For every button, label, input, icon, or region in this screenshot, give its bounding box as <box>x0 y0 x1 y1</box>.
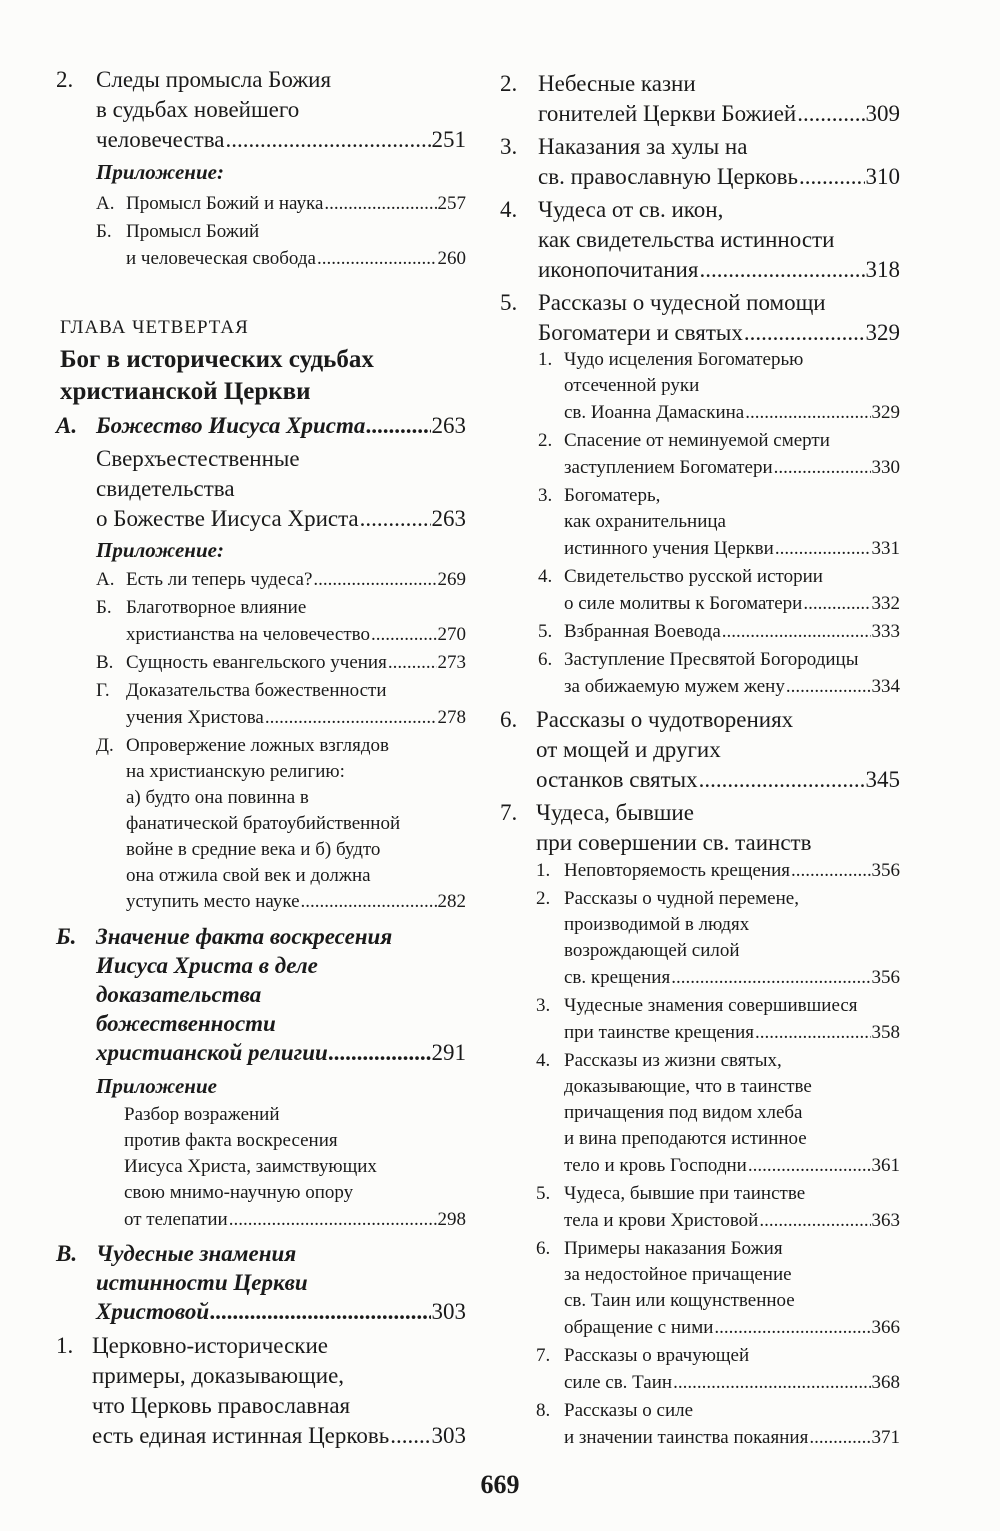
entry-title: есть единая истинная Церковь <box>92 1423 390 1448</box>
entry-number: Д. <box>96 735 114 756</box>
entry-page: 298 <box>437 1209 466 1230</box>
toc-line <box>564 566 823 588</box>
entry-number: 6. <box>536 1238 551 1259</box>
entry-title: причащения под видом хлеба <box>564 1102 803 1123</box>
toc-entry <box>126 707 466 729</box>
entry-number: Г. <box>96 680 110 701</box>
entry-title: Церковно-исторические <box>92 1333 328 1358</box>
dot-leader <box>786 676 871 698</box>
entry-page: 263 <box>431 506 466 531</box>
entry-page: 363 <box>871 1210 900 1231</box>
entry-number: 4. <box>500 197 518 222</box>
entry-title: Иисуса Христа в деле <box>96 953 318 978</box>
entry-title: как свидетельства истинности <box>538 227 835 252</box>
entry-title: производимой в людях <box>564 914 750 935</box>
toc-entry <box>564 402 900 424</box>
toc-line <box>96 160 224 185</box>
toc-line <box>126 865 371 887</box>
toc-entry <box>564 860 900 882</box>
entry-number: А. <box>96 193 115 214</box>
toc-entry <box>564 1372 900 1394</box>
dot-leader <box>390 1423 430 1449</box>
entry-number: 2. <box>500 71 518 96</box>
dot-leader <box>371 624 437 646</box>
entry-number: Б. <box>96 597 112 618</box>
toc-line <box>564 1345 749 1367</box>
entry-title: при совершении св. таинств <box>536 830 812 855</box>
entry-title: Заступление Пресвятой Богородицы <box>564 649 859 670</box>
entry-page: 309 <box>865 101 900 126</box>
entry-number: 3. <box>536 995 551 1016</box>
entry-title: войне в средние века и б) будто <box>126 839 381 860</box>
toc-line <box>564 1076 812 1098</box>
entry-title: иконопочитания <box>538 257 699 282</box>
entry-title: учения Христова <box>126 707 264 728</box>
entry-title: фанатической братоубийственной <box>126 813 401 834</box>
entry-page: 356 <box>871 967 900 988</box>
entry-title: обращение с ними <box>564 1317 714 1338</box>
toc-line <box>564 485 660 507</box>
entry-title: от мощей и других <box>536 737 721 762</box>
toc-line <box>536 800 694 826</box>
entry-title: Разбор возражений <box>124 1104 280 1125</box>
toc-line <box>126 680 387 702</box>
dot-leader <box>775 538 871 560</box>
entry-title: Чудо исцеления Богоматерью <box>564 349 804 370</box>
entry-title: она отжила свой век и должна <box>126 865 371 886</box>
entry-page: 334 <box>871 676 900 697</box>
entry-title: христианства на человечество <box>126 624 370 645</box>
toc-line <box>124 1104 280 1126</box>
entry-title: св. крещения <box>564 967 671 988</box>
entry-title: Свидетельство русской истории <box>564 566 823 587</box>
entry-title: за недостойное причащение <box>564 1264 792 1285</box>
entry-title: при таинстве крещения <box>564 1022 754 1043</box>
toc-entry <box>126 624 466 646</box>
entry-number: 2. <box>56 67 74 92</box>
dot-leader <box>301 891 437 913</box>
entry-number: Б. <box>56 924 77 949</box>
entry-page: 269 <box>437 569 466 590</box>
entry-title: Взбранная Воевода <box>564 621 721 642</box>
toc-line <box>564 1128 807 1150</box>
toc-line <box>96 924 392 950</box>
dot-leader <box>744 320 865 346</box>
dot-leader <box>313 569 436 591</box>
entry-number: В. <box>56 1241 78 1266</box>
entry-title: Чудеса, бывшие <box>536 800 694 825</box>
entry-title: Рассказы о чудной перемене, <box>564 888 799 909</box>
entry-title: истинного учения Церкви <box>564 538 774 559</box>
entry-title: что Церковь православная <box>92 1393 351 1418</box>
toc-entry <box>564 457 900 479</box>
toc-line <box>536 830 811 856</box>
toc-line <box>92 1363 344 1389</box>
entry-title: как охранительница <box>564 511 726 532</box>
entry-page: 331 <box>871 538 900 559</box>
entry-page: 329 <box>865 320 900 345</box>
toc-entry <box>96 1299 466 1325</box>
dot-leader <box>797 101 864 127</box>
entry-page: 366 <box>871 1317 900 1338</box>
entry-page: 291 <box>431 1040 466 1065</box>
toc-entry <box>124 1209 466 1231</box>
entry-title: Рассказы о чудотворениях <box>536 707 794 732</box>
entry-page: 263 <box>431 413 466 438</box>
toc-entry <box>96 1040 466 1066</box>
toc-line <box>564 1050 782 1072</box>
entry-title: Бог в исторических судьбах <box>60 346 374 373</box>
entry-title: Промысл Божий и наука <box>126 193 324 214</box>
entry-title: Приложение: <box>96 538 224 562</box>
toc-line <box>96 446 300 472</box>
dot-leader <box>803 593 870 615</box>
toc-line <box>126 735 389 757</box>
entry-page: 361 <box>871 1155 900 1176</box>
entry-title: человечества <box>96 127 225 152</box>
dot-leader <box>388 652 437 674</box>
entry-page: 257 <box>437 193 466 214</box>
entry-title: Чудесные знамения <box>96 1241 297 1266</box>
dot-leader <box>799 164 864 190</box>
toc-line <box>564 914 749 936</box>
entry-number: 3. <box>538 485 553 506</box>
entry-number: 7. <box>500 800 518 825</box>
entry-title: доказывающие, что в таинстве <box>564 1076 812 1097</box>
entry-title: св. православную Церковь <box>538 164 799 189</box>
entry-page: 330 <box>871 457 900 478</box>
toc-entry <box>564 676 900 698</box>
toc-entry <box>126 569 466 591</box>
toc-line <box>126 787 309 809</box>
entry-title: примеры, доказывающие, <box>92 1363 345 1388</box>
entry-title: Рассказы о силе <box>564 1400 694 1421</box>
toc-line <box>60 317 249 339</box>
toc-entry <box>564 1210 900 1232</box>
toc-line <box>60 346 374 374</box>
dot-leader <box>366 413 430 439</box>
entry-number: 4. <box>538 566 553 587</box>
toc-line <box>538 134 747 160</box>
entry-title: силе св. Таин <box>564 1372 673 1393</box>
entry-page: 310 <box>865 164 900 189</box>
toc-entry <box>536 767 900 793</box>
entry-number: 2. <box>538 430 553 451</box>
toc-line <box>96 538 224 563</box>
dot-leader <box>755 1022 871 1044</box>
entry-title: Благотворное влияние <box>126 597 307 618</box>
entry-number: А. <box>96 569 115 590</box>
entry-title: Иисуса Христа, заимствующих <box>124 1156 377 1177</box>
entry-number: 5. <box>538 621 553 642</box>
entry-number: 1. <box>56 1333 74 1358</box>
toc-line <box>536 737 721 763</box>
toc-line <box>126 221 259 243</box>
entry-title: заступлением Богоматери <box>564 457 773 478</box>
toc-line <box>126 839 380 861</box>
entry-number: 5. <box>536 1183 551 1204</box>
toc-entry <box>538 164 900 190</box>
entry-title: Промысл Божий <box>126 221 260 242</box>
dot-leader <box>791 860 871 882</box>
toc-line <box>564 888 799 910</box>
toc-line <box>124 1182 353 1204</box>
entry-title: Божество Иисуса Христа <box>96 413 366 438</box>
entry-title: Неповторяемость крещения <box>564 860 790 881</box>
page-number: 669 <box>480 1470 520 1499</box>
toc-line <box>536 707 793 733</box>
entry-title: св. Иоанна Дамаскина <box>564 402 745 423</box>
entry-title: Рассказы о чудесной помощи <box>538 290 826 315</box>
entry-number: 4. <box>536 1050 551 1071</box>
toc-entry <box>564 593 900 615</box>
toc-line <box>564 349 803 371</box>
entry-title: Чудеса, бывшие при таинстве <box>564 1183 806 1204</box>
dot-leader <box>699 767 865 793</box>
dot-leader <box>699 257 864 283</box>
entry-number: 2. <box>536 888 551 909</box>
dot-leader <box>324 193 436 215</box>
entry-title: доказательства <box>96 982 262 1007</box>
entry-page: 273 <box>437 652 466 673</box>
entry-title: Приложение: <box>96 160 224 184</box>
toc-entry <box>96 127 466 153</box>
entry-page: 358 <box>871 1022 900 1043</box>
entry-page: 333 <box>871 621 900 642</box>
toc-line <box>564 649 858 671</box>
dot-leader <box>759 1210 870 1232</box>
dot-leader <box>809 1427 870 1449</box>
toc-line <box>96 1241 296 1267</box>
entry-number: 5. <box>500 290 518 315</box>
entry-number: В. <box>96 652 114 673</box>
toc-entry <box>564 1022 900 1044</box>
dot-leader <box>714 1317 870 1339</box>
entry-title: истинности Церкви <box>96 1270 308 1295</box>
dot-leader <box>671 967 870 989</box>
entry-title: и человеческая свобода <box>126 248 316 269</box>
entry-title: христианской Церкви <box>60 378 311 405</box>
toc-entry <box>538 320 900 346</box>
toc-line <box>538 290 826 316</box>
entry-title: отсеченной руки <box>564 375 700 396</box>
entry-page: 282 <box>437 891 466 912</box>
entry-title: от телепатии <box>124 1209 228 1230</box>
entry-title: Рассказы из жизни святых, <box>564 1050 782 1071</box>
entry-title: возрождающей силой <box>564 940 740 961</box>
entry-title: Наказания за хулы на <box>538 134 748 159</box>
entry-title: Примеры наказания Божия <box>564 1238 783 1259</box>
dot-leader <box>748 1155 871 1177</box>
toc-entry <box>564 621 900 643</box>
entry-title: и вина преподаются истинное <box>564 1128 807 1149</box>
toc-line <box>96 1011 276 1037</box>
entry-title: а) будто она повинна в <box>126 787 309 808</box>
entry-page: 345 <box>865 767 900 792</box>
dot-leader <box>210 1299 430 1325</box>
entry-title: христианской религии <box>96 1040 328 1065</box>
entry-title: Чудеса от св. икон, <box>538 197 724 222</box>
entry-page: 303 <box>431 1299 466 1324</box>
dot-leader <box>226 127 431 153</box>
toc-line <box>96 67 331 93</box>
toc-line <box>124 1156 377 1178</box>
entry-title: гонителей Церкви Божией <box>538 101 797 126</box>
entry-title: и значении таинства покаяния <box>564 1427 809 1448</box>
toc-line <box>96 953 318 979</box>
entry-page: 368 <box>871 1372 900 1393</box>
toc-entry <box>538 257 900 283</box>
toc-line <box>60 378 311 406</box>
toc-line <box>96 1270 308 1296</box>
entry-title: в судьбах новейшего <box>96 97 300 122</box>
toc-line <box>126 597 306 619</box>
toc-line <box>92 1333 328 1359</box>
dot-leader <box>722 621 871 643</box>
entry-page: 278 <box>437 707 466 728</box>
entry-title: Следы промысла Божия <box>96 67 332 92</box>
entry-title: ГЛАВА ЧЕТВЕРТАЯ <box>60 317 249 338</box>
entry-title: Сущность евангельского учения <box>126 652 387 673</box>
toc-entry <box>92 1423 466 1449</box>
dot-leader <box>229 1209 437 1231</box>
entry-title: Приложение <box>96 1074 217 1098</box>
entry-title: Богоматери и святых <box>538 320 743 345</box>
toc-entry <box>564 1155 900 1177</box>
entry-title: тела и крови Христовой <box>564 1210 759 1231</box>
toc-entry <box>564 1317 900 1339</box>
entry-title: Опровержение ложных взглядов <box>126 735 389 756</box>
dot-leader <box>774 457 871 479</box>
entry-title: тело и кровь Господни <box>564 1155 747 1176</box>
entry-title: против факта воскресения <box>124 1130 338 1151</box>
dot-leader <box>673 1372 870 1394</box>
toc-line <box>564 1183 805 1205</box>
entry-title: уступить место науке <box>126 891 300 912</box>
toc-line <box>538 197 723 223</box>
toc-line <box>564 995 858 1017</box>
toc-line <box>538 71 696 97</box>
entry-title: останков святых <box>536 767 698 792</box>
entry-title: свидетельства <box>96 476 235 501</box>
entry-number: 6. <box>538 649 553 670</box>
entry-page: 329 <box>871 402 900 423</box>
entry-title: Значение факта воскресения <box>96 924 393 949</box>
entry-title: Небесные казни <box>538 71 696 96</box>
toc-line <box>126 813 400 835</box>
dot-leader <box>745 402 870 424</box>
entry-title: Христовой <box>96 1299 210 1324</box>
toc-line <box>96 476 235 502</box>
toc-line <box>564 511 726 533</box>
entry-title: божественности <box>96 1011 276 1036</box>
entry-page: 303 <box>431 1423 466 1448</box>
entry-title: Есть ли теперь чудеса? <box>126 569 313 590</box>
entry-title: Спасение от неминуемой смерти <box>564 430 830 451</box>
toc-entry <box>126 248 466 270</box>
toc-line <box>564 940 740 962</box>
toc-entry <box>96 506 466 532</box>
entry-page: 332 <box>871 593 900 614</box>
toc-line <box>564 1102 802 1124</box>
toc-line <box>564 1400 693 1422</box>
toc-entry <box>564 1427 900 1449</box>
entry-page: 270 <box>437 624 466 645</box>
toc-entry <box>564 967 900 989</box>
dot-leader <box>265 707 437 729</box>
toc-line <box>92 1393 350 1419</box>
entry-number: А. <box>56 413 78 438</box>
entry-title: Доказательства божественности <box>126 680 387 701</box>
toc-line <box>124 1130 338 1152</box>
toc-line <box>564 375 699 397</box>
toc-entry <box>126 652 466 674</box>
entry-title: о Божестве Иисуса Христа <box>96 506 359 531</box>
dot-leader <box>360 506 431 532</box>
toc-entry <box>538 101 900 127</box>
entry-title: на христианскую религию: <box>126 761 345 782</box>
toc-line <box>96 97 299 123</box>
toc-line <box>564 1264 792 1286</box>
toc-line <box>96 982 261 1008</box>
dot-leader <box>317 248 437 270</box>
entry-title: Богоматерь, <box>564 485 661 506</box>
entry-page: 260 <box>437 248 466 269</box>
entry-number: 7. <box>536 1345 551 1366</box>
entry-page: 318 <box>865 257 900 282</box>
toc-entry <box>96 413 466 439</box>
entry-title: Рассказы о врачующей <box>564 1345 750 1366</box>
toc-line <box>538 227 834 253</box>
entry-number: Б. <box>96 221 112 242</box>
entry-number: 1. <box>538 349 553 370</box>
entry-page: 356 <box>871 860 900 881</box>
toc-line <box>96 1074 217 1099</box>
entry-number: 6. <box>500 707 518 732</box>
toc-line <box>564 1238 783 1260</box>
toc-entry <box>126 193 466 215</box>
entry-title: за обижаемую мужем жену <box>564 676 785 697</box>
dot-leader <box>329 1040 431 1066</box>
toc-entry <box>126 891 466 913</box>
entry-number: 1. <box>536 860 551 881</box>
entry-page: 251 <box>431 127 466 152</box>
entry-title: Чудесные знамения совершившиеся <box>564 995 858 1016</box>
entry-page: 371 <box>871 1427 900 1448</box>
toc-entry <box>564 538 900 560</box>
toc-line <box>564 430 830 452</box>
entry-number: 8. <box>536 1400 551 1421</box>
entry-title: свою мнимо-научную опору <box>124 1182 354 1203</box>
entry-title: св. Таин или кощунственное <box>564 1290 795 1311</box>
entry-number: 3. <box>500 134 518 159</box>
entry-title: Сверхъестественные <box>96 446 300 471</box>
toc-line <box>126 761 345 783</box>
entry-title: о силе молитвы к Богоматери <box>564 593 803 614</box>
toc-line <box>564 1290 795 1312</box>
